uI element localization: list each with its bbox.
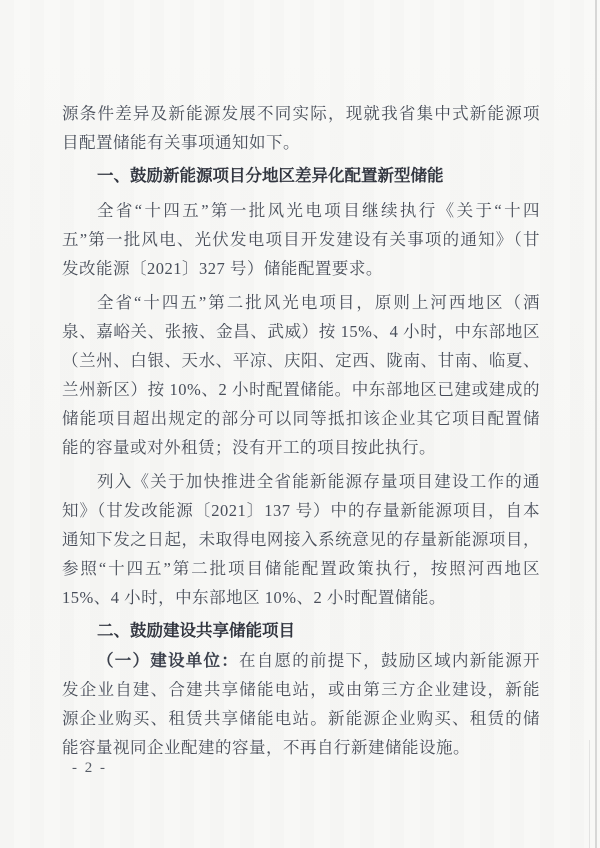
body-line: 能容量视同企业配建的容量，不再自行新建储能设施。 [62,738,470,757]
item-1-label: （一）建设单位： [97,651,239,670]
section-2-heading: 二、鼓励建设共享储能项目 [97,622,295,640]
body-line: 发改能源〔2021〕327 号）储能配置要求。 [62,259,383,278]
page-number: - 2 - [72,760,107,776]
body-line: 目配置储能有关事项通知如下。 [62,133,300,152]
body-line: 源企业购买、租赁共享储能电站。新能源企业购买、租赁的储 [62,709,540,728]
body-line: 兰州新区）按 10%、2 小时配置储能。中东部地区已建或建成的 [62,380,540,399]
scan-edge-line-secondary [589,740,590,848]
scan-edge-line [595,0,597,848]
body-line: 五”第一批风电、光伏发电项目开发建设有关事项的通知》（甘 [62,230,540,249]
body-line: 15%、4 小时，中东部地区 10%、2 小时配置储能。 [62,588,446,607]
body-line: 发企业自建、合建共享储能电站，或由第三方企业建设，新能 [62,680,540,699]
document-text-block [62,99,540,762]
body-line: 参照“十四五”第二批项目储能配置政策执行，按照河西地区 [62,559,540,578]
body-line: 全省“十四五”第二批风光电项目，原则上河西地区（酒 [97,293,540,312]
body-line: 列入《关于加快推进全省能新能源存量项目建设工作的通 [97,472,540,491]
item-1-text: 在自愿的前提下，鼓励区域内新能源开 [239,651,540,670]
body-line: 储能项目超出规定的部分可以同等抵扣该企业其它项目配置储 [62,409,540,428]
section-1-heading: 一、鼓励新能源项目分地区差异化配置新型储能 [97,167,444,185]
body-line: 通知下发之日起，未取得电网接入系统意见的存量新能源项目， [62,530,540,549]
body-line: 源条件差异及新能源发展不同实际，现就我省集中式新能源项 [62,104,540,123]
body-line: 泉、嘉峪关、张掖、金昌、武威）按 15%、4 小时，中东部地区 [62,322,540,341]
body-line [62,646,540,675]
body-line: （兰州、白银、天水、平凉、庆阳、定西、陇南、甘南、临夏、 [62,351,540,370]
body-line: 能的容量或对外租赁；没有开工的项目按此执行。 [62,438,436,457]
body-line: 全省“十四五”第一批风光电项目继续执行《关于“十四 [97,201,540,220]
body-line: 知》（甘发改能源〔2021〕137 号）中的存量新能源项目，自本 [62,501,540,520]
